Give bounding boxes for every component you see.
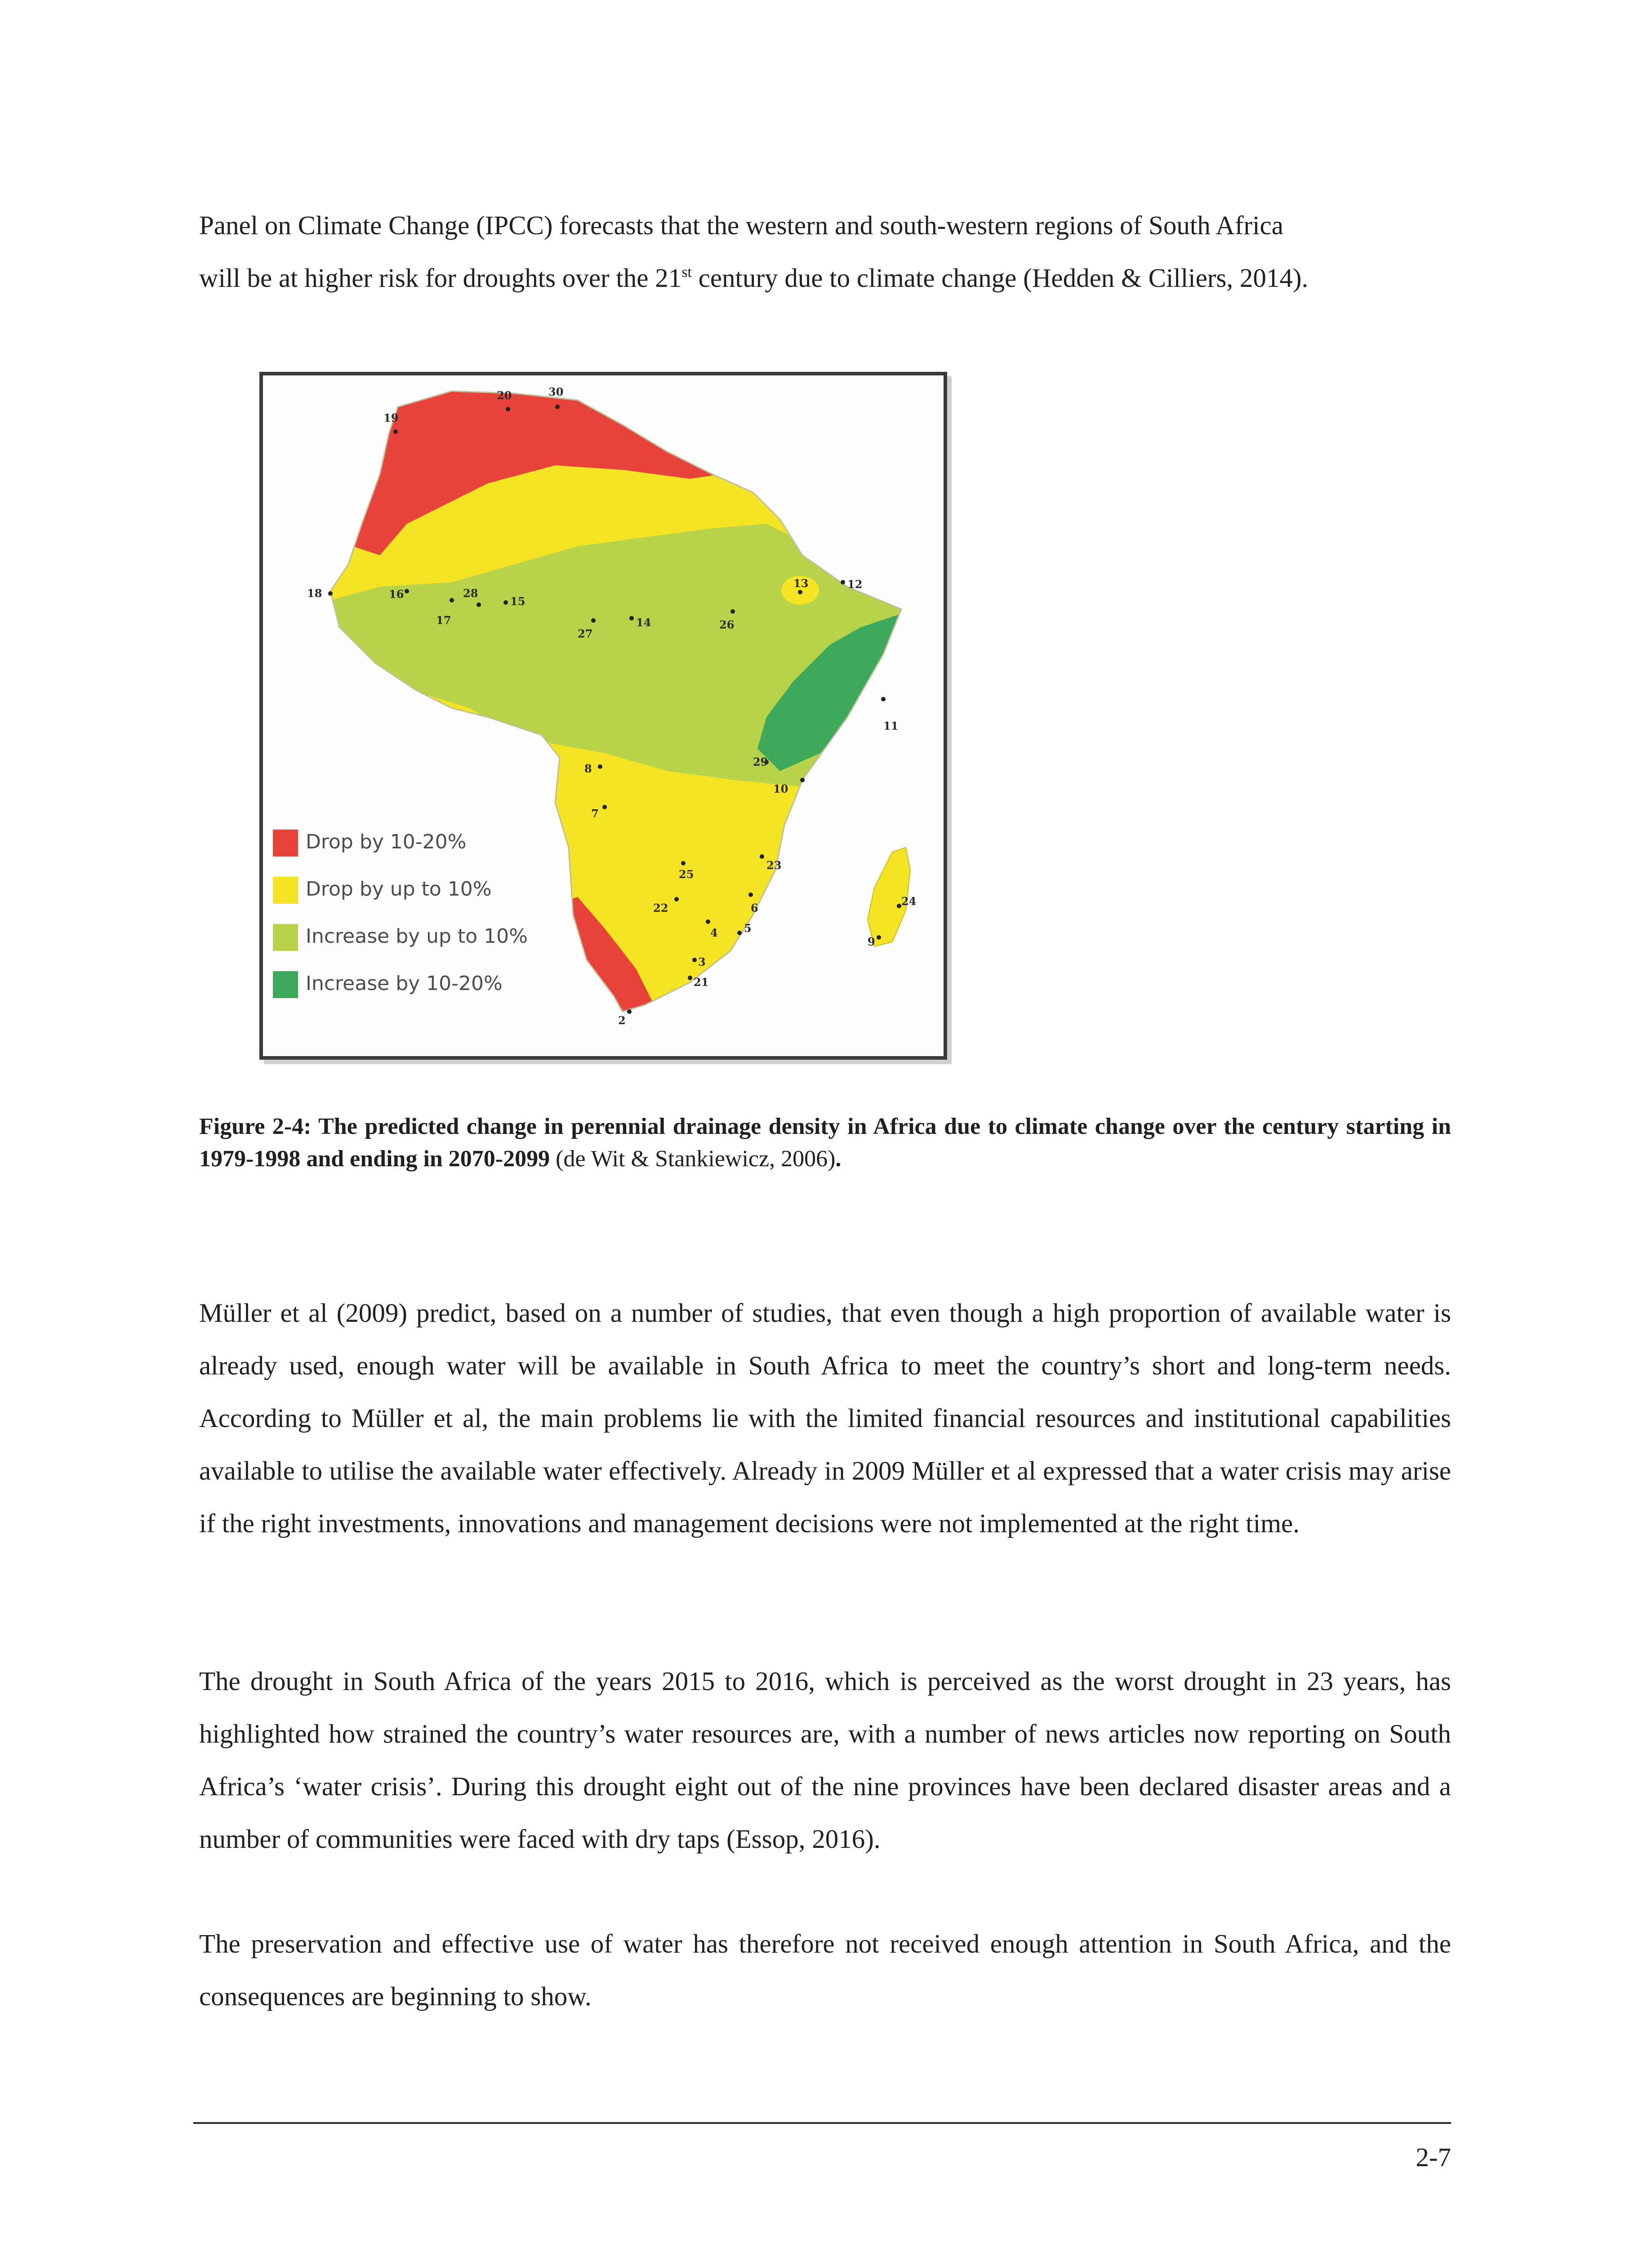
station-label: 10 xyxy=(773,782,788,795)
footer-rule xyxy=(193,2122,1451,2124)
station-label: 6 xyxy=(751,901,758,914)
station-label: 28 xyxy=(463,587,478,600)
station-label: 4 xyxy=(710,926,718,939)
station-label: 2 xyxy=(618,1014,626,1027)
station-label: 9 xyxy=(868,935,875,948)
station-label: 17 xyxy=(436,614,451,627)
station-label: 30 xyxy=(548,385,564,398)
station-label: 14 xyxy=(636,616,651,629)
ordinal-suffix: st xyxy=(681,264,692,281)
station-label: 5 xyxy=(744,922,752,935)
station-label: 16 xyxy=(389,588,404,601)
body-paragraph-3: The preservation and effective use of water has therefore not received enough attention in South Africa, and the consequences are beginning to show. xyxy=(199,1929,1451,2011)
figure-caption-bold: Figure 2-4: The predicted change in perennial drainage density in Africa due to climate change over the century starting in 1979-1998 and ending in 2070-2099 xyxy=(199,1114,1451,1172)
station-label: 21 xyxy=(694,976,709,989)
figure-caption-citation: (de Wit & Stankiewicz, 2006) xyxy=(550,1146,836,1172)
intro-line2-text-end: century due to climate change (Hedden & Cilliers, 2014). xyxy=(691,263,1309,293)
station-label: 3 xyxy=(698,955,706,968)
legend-swatch-yellow xyxy=(273,877,298,904)
figure-caption-end: . xyxy=(835,1146,842,1172)
station-label: 7 xyxy=(591,807,599,820)
station-label: 13 xyxy=(793,577,809,590)
station-label: 8 xyxy=(584,762,592,775)
page-number: 2-7 xyxy=(1416,2142,1451,2172)
legend-swatch-lightgreen xyxy=(273,924,298,951)
intro-line2-text: will be at higher risk for droughts over the 21 xyxy=(199,263,682,293)
intro-paragraph-line-1: Panel on Climate Change (IPCC) forecasts that the western and south-western regions of South Africa xyxy=(199,210,1283,240)
legend-swatch-darkgreen xyxy=(273,971,298,998)
station-label: 20 xyxy=(497,389,512,402)
station-label: 26 xyxy=(719,618,735,631)
africa-drainage-map-figure xyxy=(259,372,947,1060)
legend-label: Increase by up to 10% xyxy=(306,925,528,948)
station-label: 29 xyxy=(753,755,768,768)
station-label: 25 xyxy=(679,868,694,881)
station-label: 23 xyxy=(766,859,782,872)
station-label: 24 xyxy=(901,895,917,908)
legend-swatch-red xyxy=(273,830,298,856)
station-label: 22 xyxy=(653,901,668,914)
map-frame xyxy=(259,372,947,1060)
station-label: 18 xyxy=(307,587,322,600)
station-label: 27 xyxy=(578,627,593,640)
body-paragraph-2: The drought in South Africa of the years 2015 to 2016, which is perceived as the worst drought in 23 years, has highlighted how strained the country’s water resources are, with a number of news articles now reporting on South Africa’s ‘water crisis’. During this drought eight out of the nine provinces have been declared disaster areas and a number of communities were faced with dry taps (Essop, 2016). xyxy=(199,1666,1451,1854)
intro-paragraph-line-2 xyxy=(199,252,1451,304)
legend-label: Increase by 10-20% xyxy=(306,972,503,995)
station-label: 11 xyxy=(883,719,899,732)
africa-map xyxy=(263,375,944,1056)
legend-label: Drop by up to 10% xyxy=(306,878,492,901)
station-label: 15 xyxy=(510,595,525,608)
body-paragraph-1: Müller et al (2009) predict, based on a number of studies, that even though a high proportion of available water is already used, enough water will be available in South Africa to meet the country’s short and long-term needs. According to Müller et al, the main problems lie with the limited financial resources and institutional capabilities available to utilise the available water effectively. Already in 2009 Müller et al expressed that a water crisis may arise if the right investments, innovations and management decisions were not implemented at the right time. xyxy=(199,1298,1451,1538)
station-label: 19 xyxy=(383,411,399,424)
figure-caption xyxy=(199,1111,1451,1175)
legend-label: Drop by 10-20% xyxy=(306,830,467,853)
station-label: 12 xyxy=(847,578,863,591)
